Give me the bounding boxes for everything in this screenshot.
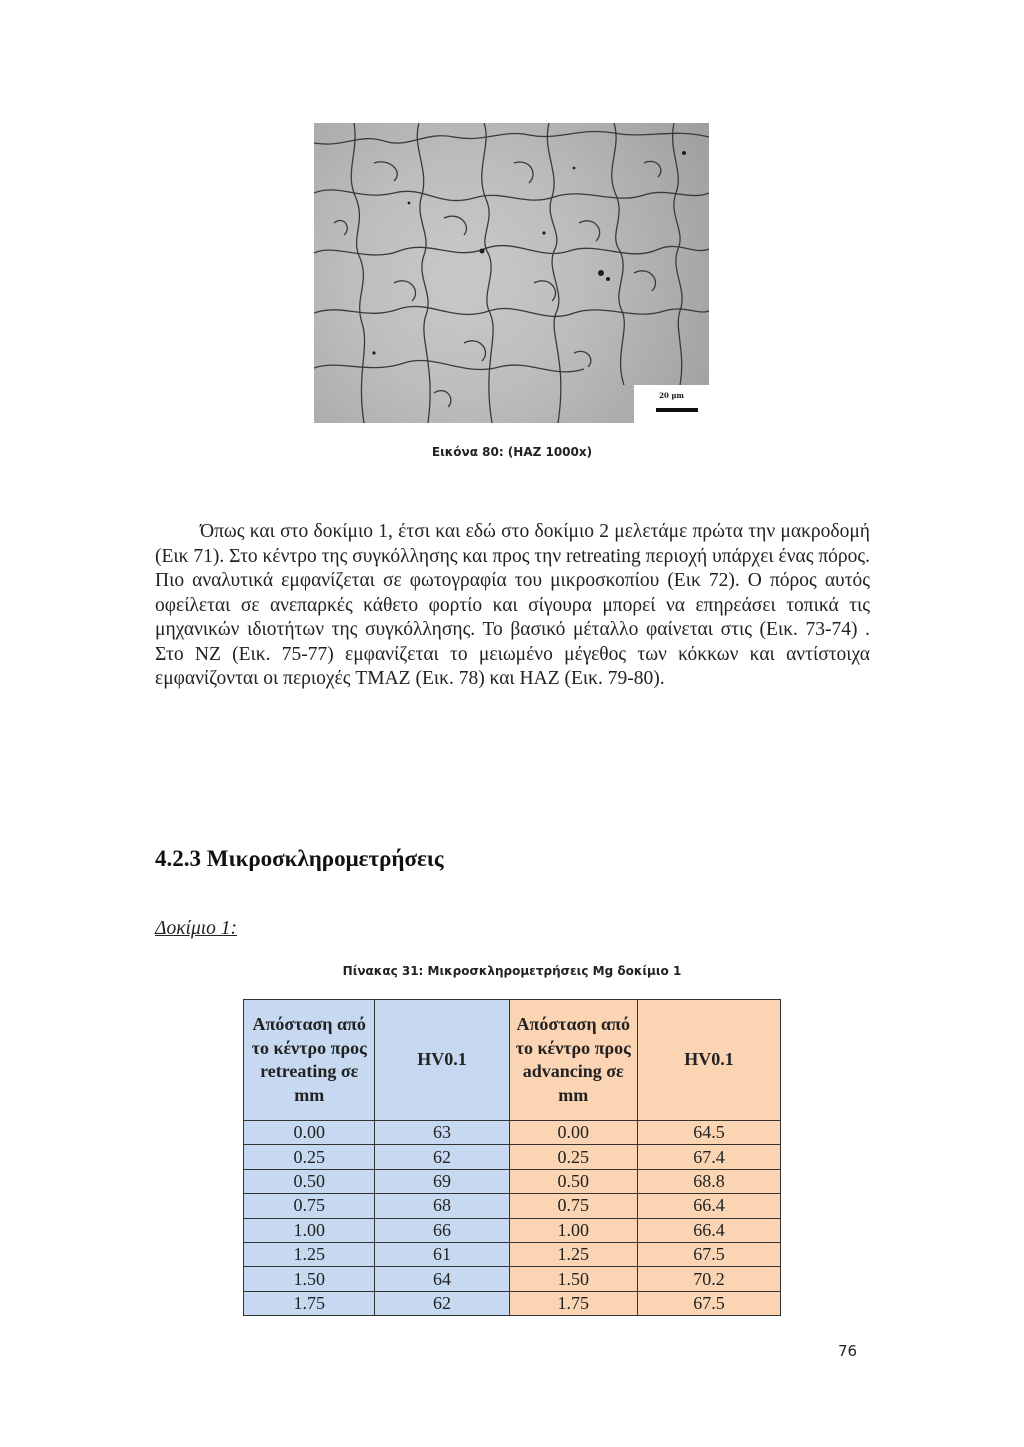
body-paragraph: Όπως και στο δοκίμιο 1, έτσι και εδώ στο δοκίμιο 2 μελετάμε πρώτα την μακροδομή (Εικ 71). Στο κέντρο της συγκόλλησης και προς την retreating περιοχή υπάρχει ένας πόρος. Πιο αναλυτικά εμφανίζεται σε φωτογραφία του μικροσκοπίου (Εικ 72). Ο πόρος αυτός οφείλεται σε ανεπαρκές κάθετο φορτίο και σίγουρα μπορεί να επηρεάσει τοπικά τις μηχανικών ιδιοτήτων της συγκόλλησης. Το βασικό μέταλλο φαίνεται στις (Εικ. 73-74) . Στο NZ (Εικ. 75-77) εμφανίζεται το μειωμένο μέγεθος των κόκκων και αντίστοιχα εμφανίζονται οι περιοχές TMAZ (Εικ. 78) και HAZ (Εικ. 79-80). bbox=[155, 521, 870, 689]
hardness-table bbox=[243, 999, 781, 1316]
table-cell: 1.50 bbox=[509, 1267, 637, 1291]
header-hv-advancing: HV0.1 bbox=[637, 1000, 780, 1121]
table-row bbox=[244, 1267, 781, 1291]
table-cell: 69 bbox=[375, 1169, 509, 1193]
header-retreating-distance: Απόσταση από το κέντρο προς retreating σε mm bbox=[244, 1000, 375, 1121]
subheading: Δοκίμιο 1: bbox=[155, 918, 238, 939]
table-cell: 1.00 bbox=[509, 1218, 637, 1242]
table-cell: 1.75 bbox=[509, 1291, 637, 1315]
table-cell: 0.00 bbox=[244, 1121, 375, 1145]
table-cell: 1.25 bbox=[509, 1242, 637, 1266]
table-header-row bbox=[244, 1000, 781, 1121]
table-cell: 66.4 bbox=[637, 1194, 780, 1218]
table-cell: 68 bbox=[375, 1194, 509, 1218]
table-row bbox=[244, 1145, 781, 1169]
page-number: 76 bbox=[838, 1342, 858, 1360]
table-cell: 0.25 bbox=[509, 1145, 637, 1169]
table-cell: 62 bbox=[375, 1291, 509, 1315]
table-cell: 70.2 bbox=[637, 1267, 780, 1291]
header-hv-retreating: HV0.1 bbox=[375, 1000, 509, 1121]
table-cell: 64 bbox=[375, 1267, 509, 1291]
table-cell: 1.25 bbox=[244, 1242, 375, 1266]
table-cell: 66.4 bbox=[637, 1218, 780, 1242]
grain-structure-graphic bbox=[314, 123, 709, 423]
table-row bbox=[244, 1121, 781, 1145]
table-cell: 66 bbox=[375, 1218, 509, 1242]
table-cell: 0.50 bbox=[509, 1169, 637, 1193]
table-cell: 1.50 bbox=[244, 1267, 375, 1291]
table-cell: 0.75 bbox=[509, 1194, 637, 1218]
table-cell: 63 bbox=[375, 1121, 509, 1145]
micrograph-image bbox=[314, 123, 709, 423]
table-cell: 64.5 bbox=[637, 1121, 780, 1145]
table-cell: 0.00 bbox=[509, 1121, 637, 1145]
table-row bbox=[244, 1291, 781, 1315]
table-row bbox=[244, 1242, 781, 1266]
table-row bbox=[244, 1194, 781, 1218]
header-advancing-distance: Απόσταση από το κέντρο προς advancing σε mm bbox=[509, 1000, 637, 1121]
table-cell: 0.50 bbox=[244, 1169, 375, 1193]
table-cell: 62 bbox=[375, 1145, 509, 1169]
table-cell: 61 bbox=[375, 1242, 509, 1266]
table-row bbox=[244, 1169, 781, 1193]
table-cell: 67.4 bbox=[637, 1145, 780, 1169]
table-row bbox=[244, 1218, 781, 1242]
table-caption: Πίνακας 31: Μικροσκληρομετρήσεις Mg δοκίμιο 1 bbox=[342, 964, 682, 978]
table-cell: 67.5 bbox=[637, 1242, 780, 1266]
table-cell: 67.5 bbox=[637, 1291, 780, 1315]
scale-bar bbox=[656, 408, 698, 412]
section-heading: 4.2.3 Μικροσκληρομετρήσεις bbox=[155, 846, 444, 871]
scale-bar-box bbox=[634, 385, 709, 423]
table-cell: 68.8 bbox=[637, 1169, 780, 1193]
table-cell: 1.75 bbox=[244, 1291, 375, 1315]
table-cell: 1.00 bbox=[244, 1218, 375, 1242]
table-cell: 0.75 bbox=[244, 1194, 375, 1218]
table-cell: 0.25 bbox=[244, 1145, 375, 1169]
scale-label: 20 µm bbox=[659, 391, 684, 400]
figure-caption: Εικόνα 80: (HAZ 1000x) bbox=[431, 445, 593, 459]
